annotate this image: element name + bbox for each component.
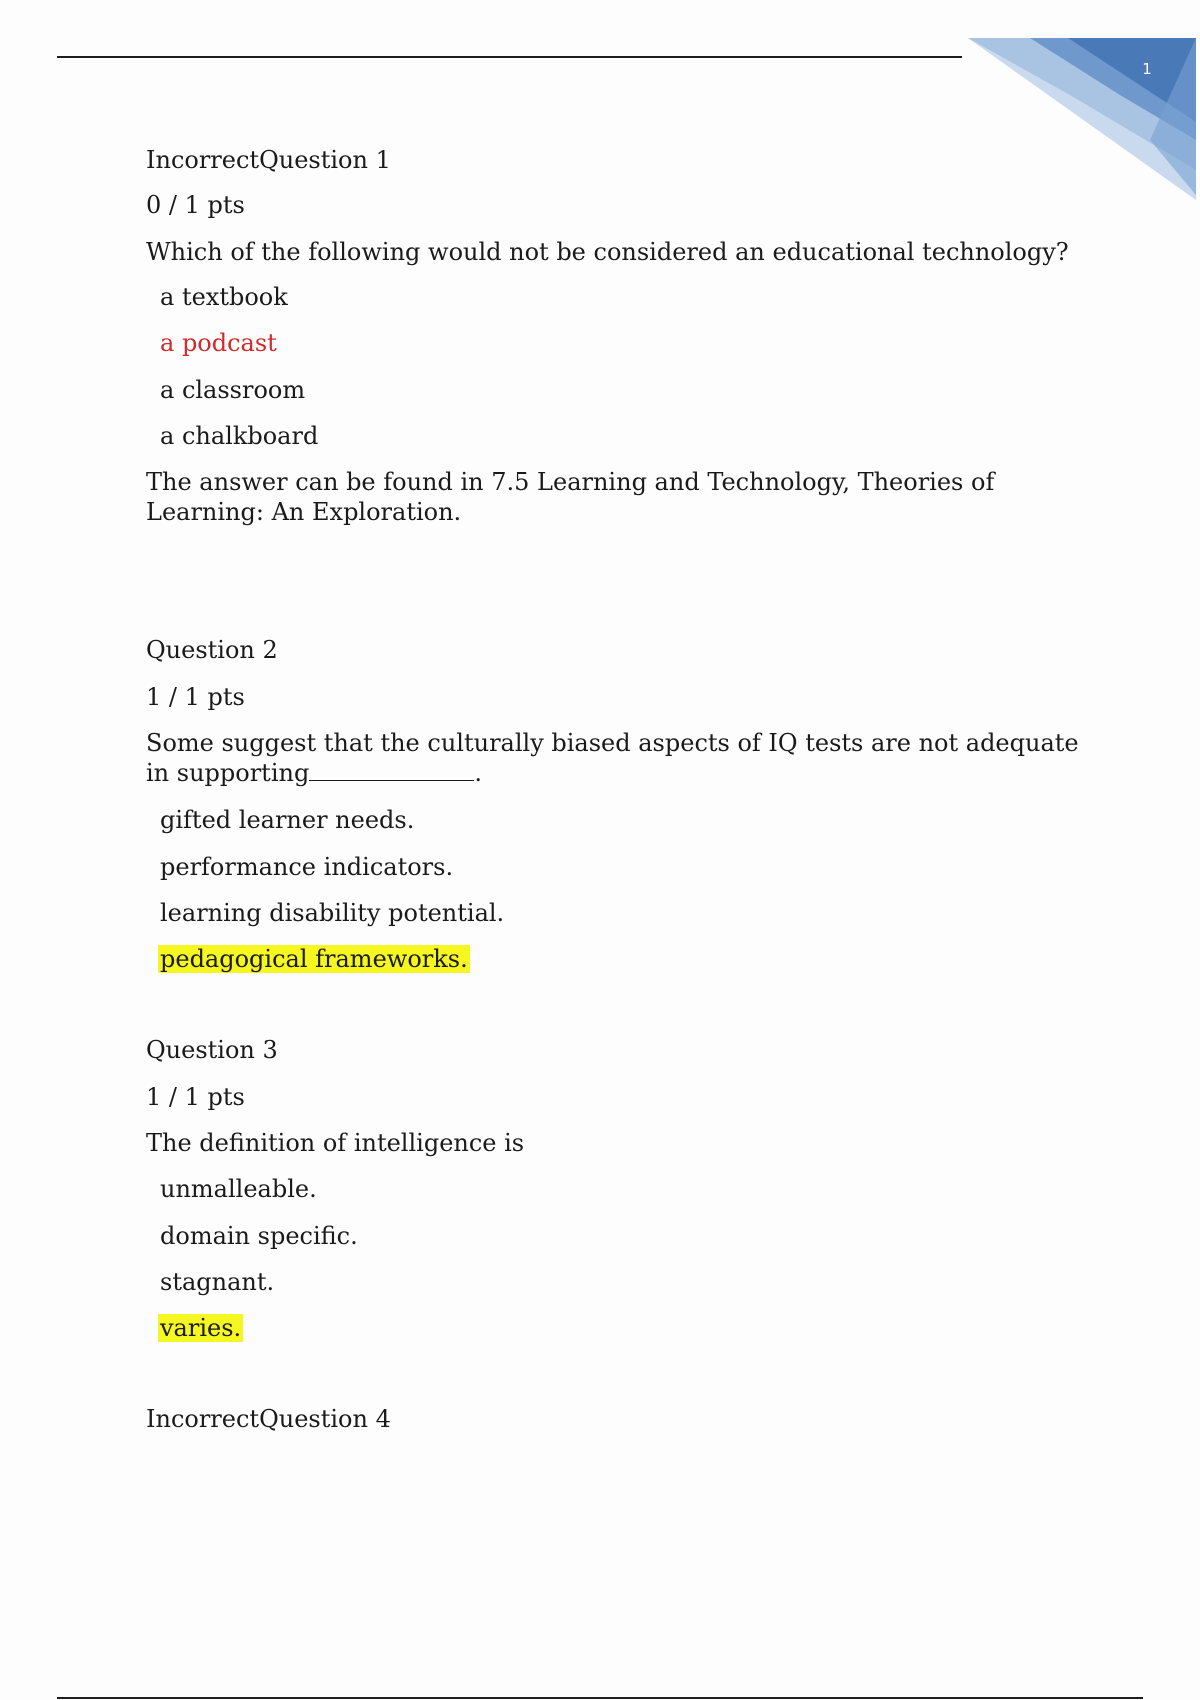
question-1-points: 0 / 1 pts: [146, 191, 245, 219]
question-2-header: Question 2: [146, 636, 278, 664]
question-2-option[interactable]: performance indicators.: [160, 853, 454, 881]
question-3-option[interactable]: stagnant.: [160, 1268, 275, 1296]
question-1-header: IncorrectQuestion 1: [146, 146, 391, 174]
question-2-points: 1 / 1 pts: [146, 683, 245, 711]
question-2-prompt: [146, 758, 482, 789]
question-2-prompt-end: .: [474, 759, 482, 787]
question-1-prompt: Which of the following would not be considered an educational technology?: [146, 238, 1069, 266]
question-3-option[interactable]: domain specific.: [160, 1222, 358, 1250]
page-number: 1: [1142, 60, 1152, 78]
answer-highlight: pedagogical frameworks.: [160, 945, 468, 973]
question-2-option[interactable]: learning disability potential.: [160, 899, 505, 927]
question-3-prompt: The definition of intelligence is: [146, 1129, 525, 1157]
question-1-note: The answer can be found in 7.5 Learning and Technology, Theories of: [146, 468, 995, 496]
question-3-option[interactable]: unmalleable.: [160, 1175, 317, 1203]
question-4-header: IncorrectQuestion 4: [146, 1405, 391, 1433]
question-2-prompt-text: in supporting: [146, 759, 310, 787]
question-1-option[interactable]: a classroom: [160, 376, 306, 404]
question-3-points: 1 / 1 pts: [146, 1083, 245, 1111]
question-1-option[interactable]: a textbook: [160, 283, 288, 311]
question-1-option-selected-incorrect[interactable]: a podcast: [160, 329, 277, 357]
footer-rule: [57, 1697, 1143, 1699]
question-2-option[interactable]: gifted learner needs.: [160, 806, 415, 834]
question-3-option-highlighted[interactable]: [160, 1313, 243, 1344]
answer-highlight: varies.: [160, 1314, 242, 1342]
question-1-note: Learning: An Exploration.: [146, 498, 462, 526]
question-3-header: Question 3: [146, 1036, 278, 1064]
fill-in-blank: [309, 758, 474, 781]
question-1-option[interactable]: a chalkboard: [160, 422, 319, 450]
question-2-option-highlighted[interactable]: [160, 944, 470, 975]
question-2-prompt: Some suggest that the culturally biased aspects of IQ tests are not adequate: [146, 729, 1079, 757]
